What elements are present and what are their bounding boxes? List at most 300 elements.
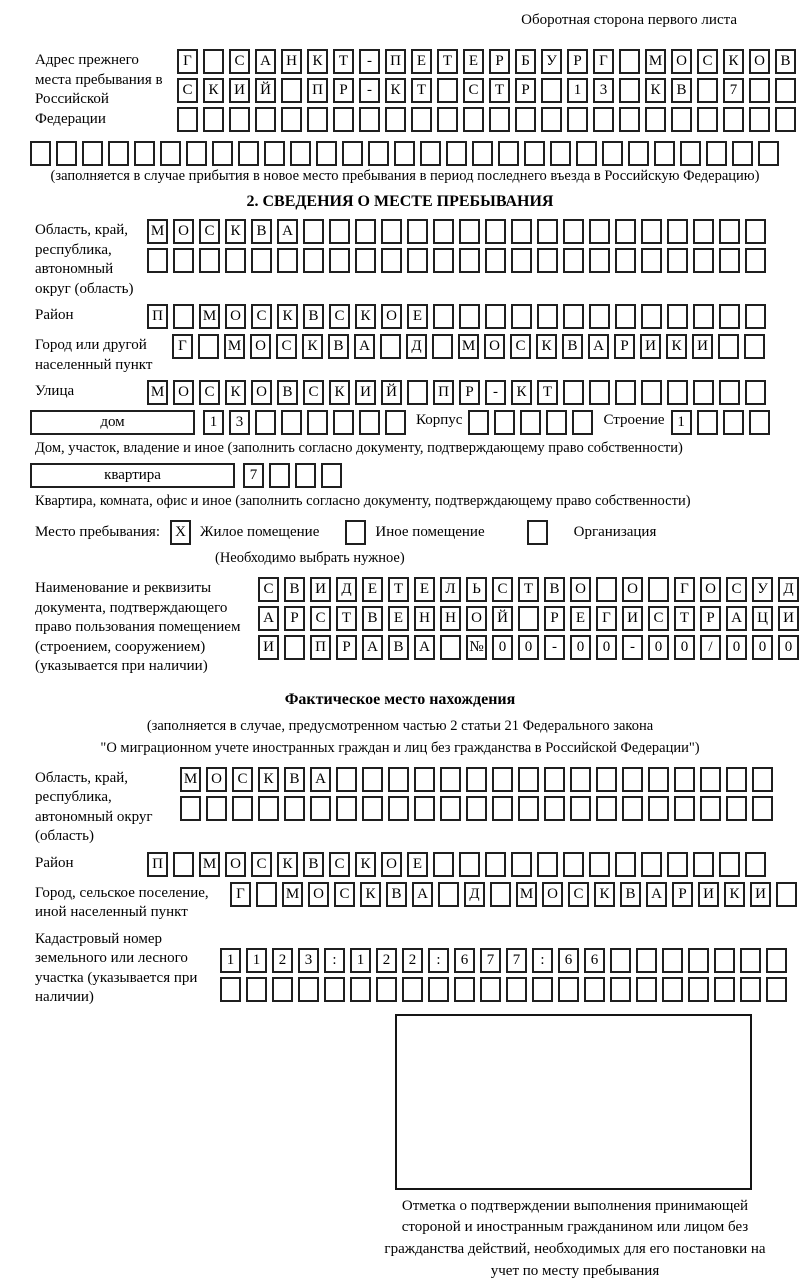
char-box[interactable]: В [562, 334, 583, 359]
char-box[interactable]: А [310, 767, 331, 792]
char-box[interactable]: М [147, 219, 168, 244]
char-box[interactable]: 1 [671, 410, 692, 435]
char-box[interactable]: / [700, 635, 721, 660]
char-box[interactable] [281, 78, 302, 103]
char-box[interactable]: П [385, 49, 406, 74]
char-box[interactable] [641, 219, 662, 244]
char-box[interactable] [628, 141, 649, 166]
char-box[interactable]: 3 [298, 948, 319, 973]
char-box[interactable]: 1 [567, 78, 588, 103]
char-box[interactable] [284, 635, 305, 660]
char-box[interactable] [229, 107, 250, 132]
char-box[interactable]: С [258, 577, 279, 602]
char-box[interactable]: : [324, 948, 345, 973]
char-box[interactable]: К [225, 219, 246, 244]
char-box[interactable]: Е [414, 577, 435, 602]
char-box[interactable] [619, 49, 640, 74]
char-box[interactable]: А [412, 882, 433, 907]
char-box[interactable] [674, 796, 695, 821]
char-box[interactable] [518, 767, 539, 792]
char-box[interactable] [173, 248, 194, 273]
char-box[interactable] [537, 852, 558, 877]
char-box[interactable] [298, 977, 319, 1002]
char-box[interactable]: В [620, 882, 641, 907]
char-box[interactable] [719, 219, 740, 244]
char-box[interactable]: О [251, 380, 272, 405]
char-box[interactable]: К [666, 334, 687, 359]
char-box[interactable]: М [199, 304, 220, 329]
char-box[interactable]: С [251, 852, 272, 877]
char-box[interactable]: В [251, 219, 272, 244]
char-box[interactable] [316, 141, 337, 166]
char-box[interactable] [732, 141, 753, 166]
char-box[interactable]: С [568, 882, 589, 907]
char-box[interactable]: 2 [272, 948, 293, 973]
char-box[interactable] [492, 796, 513, 821]
char-box[interactable] [463, 107, 484, 132]
char-box[interactable] [615, 852, 636, 877]
char-box[interactable]: В [277, 380, 298, 405]
char-box[interactable]: - [485, 380, 506, 405]
char-box[interactable] [437, 78, 458, 103]
char-box[interactable] [610, 977, 631, 1002]
char-box[interactable] [714, 948, 735, 973]
char-box[interactable] [654, 141, 675, 166]
char-box[interactable]: М [199, 852, 220, 877]
char-box[interactable]: У [541, 49, 562, 74]
char-box[interactable] [744, 334, 765, 359]
char-box[interactable] [385, 107, 406, 132]
char-box[interactable] [593, 107, 614, 132]
char-box[interactable] [740, 977, 761, 1002]
char-box[interactable] [648, 577, 669, 602]
char-box[interactable]: О [466, 606, 487, 631]
char-box[interactable]: Е [362, 577, 383, 602]
char-box[interactable]: 0 [674, 635, 695, 660]
char-box[interactable] [596, 577, 617, 602]
char-box[interactable] [719, 248, 740, 273]
char-box[interactable] [173, 852, 194, 877]
char-box[interactable]: К [360, 882, 381, 907]
char-box[interactable]: О [570, 577, 591, 602]
char-box[interactable]: 0 [752, 635, 773, 660]
char-box[interactable]: Т [333, 49, 354, 74]
char-box[interactable]: И [698, 882, 719, 907]
char-box[interactable]: О [749, 49, 770, 74]
char-box[interactable] [394, 141, 415, 166]
char-box[interactable]: Р [700, 606, 721, 631]
char-box[interactable]: А [277, 219, 298, 244]
char-box[interactable] [212, 141, 233, 166]
char-box[interactable]: Т [537, 380, 558, 405]
char-box[interactable]: О [622, 577, 643, 602]
char-box[interactable] [622, 796, 643, 821]
char-box[interactable] [563, 219, 584, 244]
char-box[interactable]: Г [674, 577, 695, 602]
char-box[interactable] [674, 767, 695, 792]
char-box[interactable] [693, 219, 714, 244]
char-box[interactable] [645, 107, 666, 132]
char-box[interactable]: К [355, 852, 376, 877]
char-box[interactable] [490, 882, 511, 907]
char-box[interactable] [333, 410, 354, 435]
char-box[interactable] [671, 107, 692, 132]
char-box[interactable]: Л [440, 577, 461, 602]
char-box[interactable]: Р [672, 882, 693, 907]
house-field-type-box[interactable]: дом [30, 410, 195, 435]
char-box[interactable]: И [258, 635, 279, 660]
char-box[interactable] [714, 977, 735, 1002]
char-box[interactable] [563, 304, 584, 329]
char-box[interactable]: : [428, 948, 449, 973]
char-box[interactable] [518, 796, 539, 821]
char-box[interactable] [723, 410, 744, 435]
char-box[interactable] [641, 380, 662, 405]
char-box[interactable] [428, 977, 449, 1002]
char-box[interactable] [776, 882, 797, 907]
char-box[interactable]: Р [515, 78, 536, 103]
char-box[interactable]: Р [333, 78, 354, 103]
char-box[interactable]: Д [464, 882, 485, 907]
char-box[interactable] [546, 410, 567, 435]
char-box[interactable] [602, 141, 623, 166]
char-box[interactable] [537, 248, 558, 273]
char-box[interactable]: С [726, 577, 747, 602]
char-box[interactable] [532, 977, 553, 1002]
char-box[interactable]: Г [172, 334, 193, 359]
char-box[interactable] [572, 410, 593, 435]
char-box[interactable] [752, 796, 773, 821]
char-box[interactable] [680, 141, 701, 166]
char-box[interactable] [667, 304, 688, 329]
char-box[interactable] [147, 248, 168, 273]
char-box[interactable]: 6 [584, 948, 605, 973]
char-box[interactable]: : [532, 948, 553, 973]
char-box[interactable] [706, 141, 727, 166]
char-box[interactable]: Н [440, 606, 461, 631]
char-box[interactable]: К [277, 304, 298, 329]
char-box[interactable]: П [310, 635, 331, 660]
char-box[interactable] [307, 107, 328, 132]
char-box[interactable]: Р [614, 334, 635, 359]
char-box[interactable]: Е [570, 606, 591, 631]
char-box[interactable]: А [354, 334, 375, 359]
char-box[interactable] [446, 141, 467, 166]
char-box[interactable] [619, 78, 640, 103]
char-box[interactable]: К [277, 852, 298, 877]
char-box[interactable]: С [329, 304, 350, 329]
char-box[interactable] [466, 796, 487, 821]
char-box[interactable] [206, 796, 227, 821]
char-box[interactable]: 0 [596, 635, 617, 660]
checkbox-other-premises[interactable] [345, 520, 366, 545]
char-box[interactable]: И [310, 577, 331, 602]
char-box[interactable] [388, 796, 409, 821]
char-box[interactable] [489, 107, 510, 132]
char-box[interactable] [336, 796, 357, 821]
char-box[interactable] [307, 410, 328, 435]
char-box[interactable] [596, 796, 617, 821]
char-box[interactable]: Т [674, 606, 695, 631]
char-box[interactable]: А [255, 49, 276, 74]
char-box[interactable]: Е [411, 49, 432, 74]
char-box[interactable] [256, 882, 277, 907]
char-box[interactable] [758, 141, 779, 166]
char-box[interactable] [667, 380, 688, 405]
char-box[interactable] [381, 248, 402, 273]
char-box[interactable]: В [303, 304, 324, 329]
char-box[interactable] [589, 852, 610, 877]
char-box[interactable] [433, 304, 454, 329]
char-box[interactable]: № [466, 635, 487, 660]
char-box[interactable] [480, 977, 501, 1002]
char-box[interactable] [198, 334, 219, 359]
char-box[interactable] [723, 107, 744, 132]
char-box[interactable]: С [648, 606, 669, 631]
char-box[interactable] [667, 219, 688, 244]
char-box[interactable]: 7 [506, 948, 527, 973]
char-box[interactable] [576, 141, 597, 166]
char-box[interactable] [411, 107, 432, 132]
char-box[interactable] [511, 219, 532, 244]
char-box[interactable] [524, 141, 545, 166]
char-box[interactable]: С [229, 49, 250, 74]
char-box[interactable] [726, 767, 747, 792]
char-box[interactable]: 2 [376, 948, 397, 973]
char-box[interactable] [466, 767, 487, 792]
char-box[interactable] [203, 107, 224, 132]
char-box[interactable] [667, 248, 688, 273]
char-box[interactable]: Г [230, 882, 251, 907]
char-box[interactable] [775, 78, 796, 103]
char-box[interactable]: Б [515, 49, 536, 74]
char-box[interactable] [368, 141, 389, 166]
char-box[interactable] [472, 141, 493, 166]
char-box[interactable] [648, 796, 669, 821]
char-box[interactable]: 1 [350, 948, 371, 973]
char-box[interactable] [440, 635, 461, 660]
char-box[interactable]: С [334, 882, 355, 907]
char-box[interactable] [589, 304, 610, 329]
char-box[interactable]: К [329, 380, 350, 405]
char-box[interactable] [281, 107, 302, 132]
char-box[interactable] [541, 78, 562, 103]
char-box[interactable] [511, 248, 532, 273]
char-box[interactable]: М [516, 882, 537, 907]
char-box[interactable] [321, 463, 342, 488]
char-box[interactable]: В [328, 334, 349, 359]
char-box[interactable] [520, 410, 541, 435]
char-box[interactable] [303, 219, 324, 244]
char-box[interactable]: И [622, 606, 643, 631]
char-box[interactable] [362, 767, 383, 792]
char-box[interactable] [615, 380, 636, 405]
char-box[interactable] [82, 141, 103, 166]
char-box[interactable]: И [778, 606, 799, 631]
apartment-field-type-box[interactable]: квартира [30, 463, 235, 488]
char-box[interactable] [485, 852, 506, 877]
char-box[interactable]: Т [411, 78, 432, 103]
char-box[interactable] [563, 852, 584, 877]
char-box[interactable]: П [307, 78, 328, 103]
char-box[interactable] [596, 767, 617, 792]
char-box[interactable] [173, 304, 194, 329]
char-box[interactable]: 0 [518, 635, 539, 660]
char-box[interactable]: А [414, 635, 435, 660]
char-box[interactable] [407, 219, 428, 244]
char-box[interactable] [284, 796, 305, 821]
char-box[interactable]: О [173, 219, 194, 244]
char-box[interactable] [269, 463, 290, 488]
char-box[interactable] [438, 882, 459, 907]
char-box[interactable]: Е [388, 606, 409, 631]
char-box[interactable]: 1 [246, 948, 267, 973]
char-box[interactable]: С [276, 334, 297, 359]
char-box[interactable]: А [362, 635, 383, 660]
char-box[interactable]: Й [492, 606, 513, 631]
char-box[interactable] [718, 334, 739, 359]
char-box[interactable]: Р [544, 606, 565, 631]
char-box[interactable]: 0 [570, 635, 591, 660]
char-box[interactable] [563, 380, 584, 405]
char-box[interactable]: О [225, 304, 246, 329]
char-box[interactable] [610, 948, 631, 973]
char-box[interactable]: 6 [558, 948, 579, 973]
char-box[interactable] [220, 977, 241, 1002]
char-box[interactable] [30, 141, 51, 166]
char-box[interactable] [619, 107, 640, 132]
char-box[interactable] [688, 977, 709, 1002]
char-box[interactable]: С [232, 767, 253, 792]
char-box[interactable] [589, 219, 610, 244]
char-box[interactable]: Р [284, 606, 305, 631]
char-box[interactable]: К [594, 882, 615, 907]
char-box[interactable] [333, 107, 354, 132]
char-box[interactable]: О [225, 852, 246, 877]
char-box[interactable] [359, 410, 380, 435]
char-box[interactable]: Д [778, 577, 799, 602]
char-box[interactable]: Р [459, 380, 480, 405]
char-box[interactable] [636, 977, 657, 1002]
char-box[interactable] [622, 767, 643, 792]
char-box[interactable]: 1 [203, 410, 224, 435]
char-box[interactable]: М [147, 380, 168, 405]
char-box[interactable] [225, 248, 246, 273]
char-box[interactable] [255, 107, 276, 132]
char-box[interactable] [407, 248, 428, 273]
char-box[interactable] [232, 796, 253, 821]
char-box[interactable]: Г [596, 606, 617, 631]
char-box[interactable]: М [282, 882, 303, 907]
char-box[interactable]: В [775, 49, 796, 74]
char-box[interactable]: В [388, 635, 409, 660]
char-box[interactable] [388, 767, 409, 792]
char-box[interactable] [697, 78, 718, 103]
char-box[interactable]: В [303, 852, 324, 877]
char-box[interactable]: К [203, 78, 224, 103]
char-box[interactable] [648, 767, 669, 792]
char-box[interactable] [615, 248, 636, 273]
char-box[interactable]: Е [463, 49, 484, 74]
char-box[interactable] [544, 767, 565, 792]
char-box[interactable] [277, 248, 298, 273]
char-box[interactable] [570, 767, 591, 792]
char-box[interactable] [359, 107, 380, 132]
char-box[interactable] [537, 304, 558, 329]
char-box[interactable]: О [671, 49, 692, 74]
char-box[interactable] [589, 380, 610, 405]
char-box[interactable] [362, 796, 383, 821]
char-box[interactable]: В [284, 767, 305, 792]
char-box[interactable] [541, 107, 562, 132]
char-box[interactable] [485, 304, 506, 329]
char-box[interactable]: Р [489, 49, 510, 74]
char-box[interactable]: П [147, 852, 168, 877]
char-box[interactable]: А [646, 882, 667, 907]
checkbox-organization[interactable] [527, 520, 548, 545]
char-box[interactable]: К [645, 78, 666, 103]
char-box[interactable] [303, 248, 324, 273]
char-box[interactable] [584, 977, 605, 1002]
char-box[interactable] [407, 380, 428, 405]
char-box[interactable] [693, 380, 714, 405]
char-box[interactable] [310, 796, 331, 821]
char-box[interactable] [485, 219, 506, 244]
char-box[interactable] [749, 78, 770, 103]
char-box[interactable] [380, 334, 401, 359]
char-box[interactable] [246, 977, 267, 1002]
char-box[interactable] [437, 107, 458, 132]
char-box[interactable] [264, 141, 285, 166]
char-box[interactable]: О [173, 380, 194, 405]
char-box[interactable] [700, 796, 721, 821]
char-box[interactable]: П [147, 304, 168, 329]
char-box[interactable]: 3 [229, 410, 250, 435]
char-box[interactable] [324, 977, 345, 1002]
char-box[interactable]: И [750, 882, 771, 907]
char-box[interactable] [177, 107, 198, 132]
char-box[interactable]: В [671, 78, 692, 103]
char-box[interactable] [752, 767, 773, 792]
char-box[interactable] [433, 852, 454, 877]
char-box[interactable]: - [359, 78, 380, 103]
char-box[interactable] [641, 852, 662, 877]
char-box[interactable] [615, 304, 636, 329]
char-box[interactable] [726, 796, 747, 821]
char-box[interactable]: 1 [220, 948, 241, 973]
char-box[interactable] [281, 410, 302, 435]
char-box[interactable] [414, 767, 435, 792]
char-box[interactable] [615, 219, 636, 244]
char-box[interactable]: С [463, 78, 484, 103]
char-box[interactable] [700, 767, 721, 792]
char-box[interactable] [459, 304, 480, 329]
char-box[interactable] [745, 380, 766, 405]
char-box[interactable]: Т [388, 577, 409, 602]
char-box[interactable] [485, 248, 506, 273]
char-box[interactable]: И [692, 334, 713, 359]
char-box[interactable] [180, 796, 201, 821]
char-box[interactable]: У [752, 577, 773, 602]
char-box[interactable] [238, 141, 259, 166]
char-box[interactable]: С [329, 852, 350, 877]
char-box[interactable] [662, 977, 683, 1002]
char-box[interactable]: М [180, 767, 201, 792]
char-box[interactable]: А [588, 334, 609, 359]
char-box[interactable]: А [258, 606, 279, 631]
char-box[interactable] [745, 248, 766, 273]
char-box[interactable]: К [724, 882, 745, 907]
